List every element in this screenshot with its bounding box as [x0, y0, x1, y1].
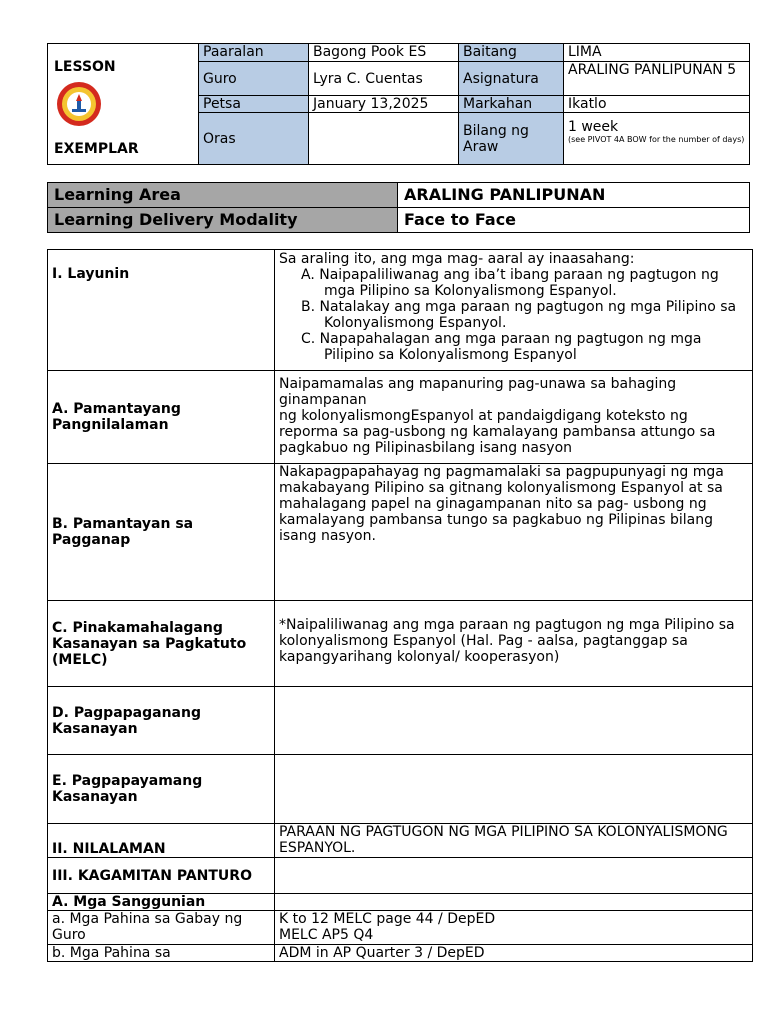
days-label: Bilang ng Araw	[459, 113, 564, 165]
teacher-value: Lyra C. Cuentas	[309, 62, 459, 96]
modality-label: Learning Delivery Modality	[48, 208, 398, 233]
days-cell	[564, 113, 750, 165]
objectives-list	[279, 267, 748, 363]
performance-standard-line: mahalagang papel na ginagampanan nito sa pag- usbong ng kamalayang pambansa tungo sa pagkabuo ng Pilipinas bilang	[279, 496, 713, 528]
time-label: Oras	[199, 113, 309, 165]
content-standard-line: Naipamamalas ang mapanuring pag-unawa sa bahaging ginampanan	[279, 376, 677, 408]
content-standard-cell	[275, 371, 753, 464]
objective-item: B. Natalakay ang mga paraan ng pagtugon ng mga Pilipino sa Kolonyalismong Espanyol.	[301, 299, 737, 331]
melc-text: *Naipaliliwanag ang mga paraan ng pagtugon ng mga Pilipino sa kolonyalismong Espanyol (Hal. Pag - aalsa, pagtanggap sa kapangyarihang kolonyal/ kooperasyon)	[275, 601, 753, 687]
learning-area-label: Learning Area	[48, 183, 398, 208]
subject-value: ARALING PANLIPUNAN 5	[564, 62, 750, 96]
enrichment-skill-text	[275, 755, 753, 824]
teacher-guide-cell	[275, 911, 753, 945]
days-note: (see PIVOT 4A BOW for the number of days)	[568, 135, 745, 144]
learning-area-table	[47, 182, 750, 233]
content-standard-line: ng kolonyalismongEspanyol at pandaigdigang koteksto ng reporma sa pag-usbong ng kamalayang pambansa attungo sa pagkabuo ng Pilipinasbilang isang nasyon	[279, 408, 716, 456]
lesson-plan-table	[47, 249, 753, 962]
date-value: January 13,2025	[309, 96, 459, 113]
teacher-guide-line: MELC AP5 Q4	[279, 927, 374, 943]
learning-area-value: ARALING PANLIPUNAN	[398, 183, 750, 208]
objectives-cell	[275, 250, 753, 371]
quarter-label: Markahan	[459, 96, 564, 113]
days-value: 1 week	[568, 119, 619, 135]
objective-item: A. Naipapaliliwanag ang iba’t ibang paraan ng pagtugon ng mga Pilipino sa Kolonyalismong Espanyol.	[301, 267, 719, 299]
grade-value: LIMA	[564, 44, 750, 62]
subject-label: Asignatura	[459, 62, 564, 96]
modality-value: Face to Face	[398, 208, 750, 233]
content-standard-label: A. Pamantayang Pangnilalaman	[48, 371, 275, 464]
exemplar-label: EXEMPLAR	[54, 141, 139, 157]
teacher-label: Guro	[199, 62, 309, 96]
materials-text	[275, 858, 753, 894]
lesson-exemplar-cell	[48, 44, 199, 165]
enabling-skill-label: D. Pagpapaganang Kasanayan	[48, 687, 275, 755]
objective-item: C. Napapahalagan ang mga paraan ng pagtugon ng mga Pilipino sa Kolonyalismong Espanyol	[301, 331, 702, 363]
enabling-skill-text	[275, 687, 753, 755]
references-label: A. Mga Sanggunian	[48, 894, 275, 911]
performance-standard-label: B. Pamantayan sa Pagganap	[48, 464, 275, 601]
performance-standard-line: Nakapagpapahayag ng pagmamalaki sa pagpupunyagi ng mga	[279, 464, 724, 480]
time-value	[309, 113, 459, 165]
objectives-label: I. Layunin	[48, 250, 275, 371]
melc-label: C. Pinakamahalagang Kasanayan sa Pagkatuto (MELC)	[48, 601, 275, 687]
references-text	[275, 894, 753, 911]
teacher-guide-line: K to 12 MELC page 44 / DepED	[279, 911, 496, 927]
materials-label: III. KAGAMITAN PANTURO	[48, 858, 275, 894]
quarter-value: Ikatlo	[564, 96, 750, 113]
lesson-label: LESSON	[54, 59, 116, 75]
performance-standard-line: makabayang Pilipino sa gitnang kolonyalismong Espanyol at sa	[279, 480, 723, 496]
grade-label: Baitang	[459, 44, 564, 62]
content-label: II. NILALAMAN	[48, 824, 275, 858]
school-seal-icon	[56, 81, 102, 127]
objectives-intro: Sa araling ito, ang mga mag- aaral ay inaasahang:	[279, 251, 635, 267]
teacher-guide-label: a. Mga Pahina sa Gabay ng Guro	[48, 911, 275, 945]
enrichment-skill-label: E. Pagpapayamang Kasanayan	[48, 755, 275, 824]
lesson-header-table	[47, 43, 750, 165]
learner-pages-label: b. Mga Pahina sa	[48, 945, 275, 962]
learner-pages-text: ADM in AP Quarter 3 / DepED	[275, 945, 753, 962]
performance-standard-line: isang nasyon.	[279, 528, 376, 544]
date-label: Petsa	[199, 96, 309, 113]
school-value: Bagong Pook ES	[309, 44, 459, 62]
performance-standard-cell	[275, 464, 753, 601]
content-text: PARAAN NG PAGTUGON NG MGA PILIPINO SA KOLONYALISMONG ESPANYOL.	[275, 824, 753, 858]
school-label: Paaralan	[199, 44, 309, 62]
